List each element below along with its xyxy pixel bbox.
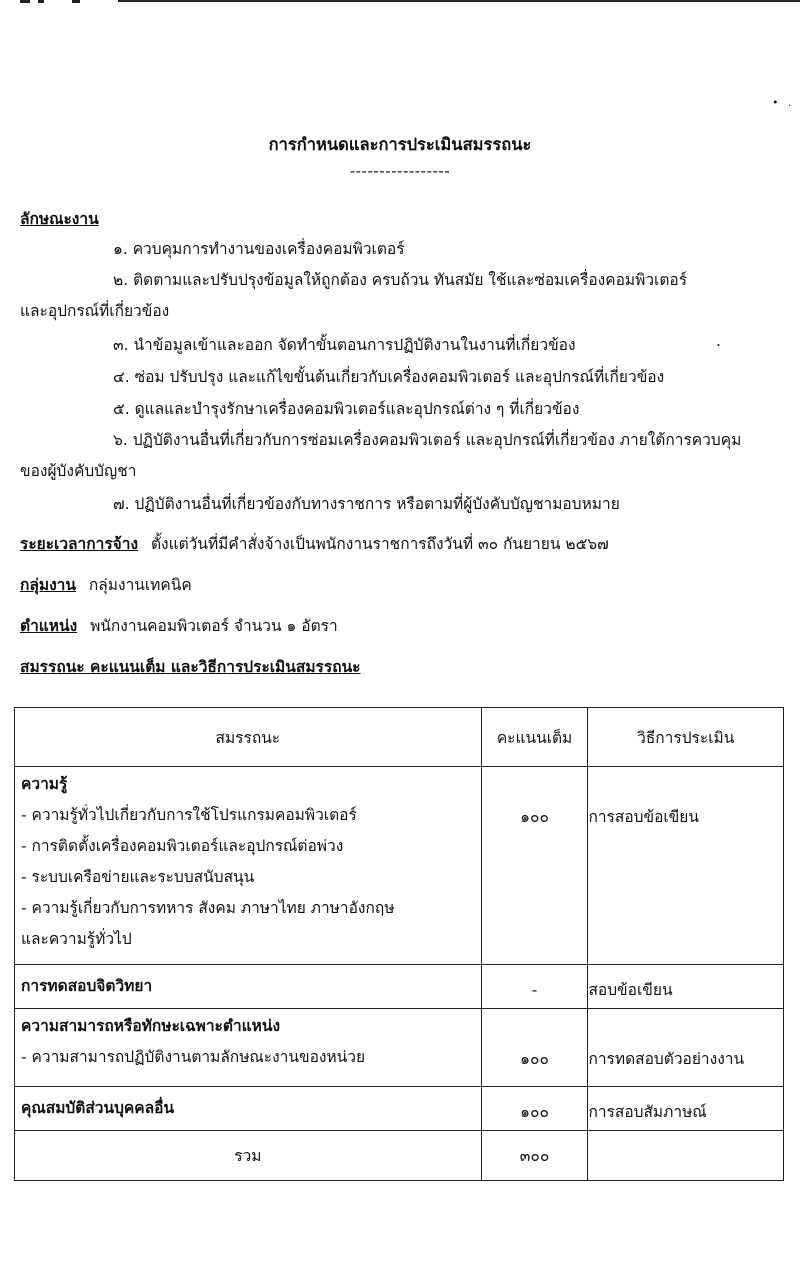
competency-title: คุณสมบัติส่วนบุคคลอื่น: [21, 1099, 175, 1117]
score-value: ๑๐๐: [520, 808, 549, 826]
table-total-row: [15, 1131, 784, 1181]
period-line: [20, 531, 609, 556]
table-row: [15, 1087, 784, 1131]
top-edge-mark: [38, 0, 44, 3]
position-value: พนักงานคอมพิวเตอร์ จำนวน ๑ อัตรา: [90, 617, 338, 635]
job-item: ๗. ปฏิบัติงานอื่นที่เกี่ยวข้องกับทางราชการ หรือตามที่ผู้บังคับบัญชามอบหมาย: [113, 495, 620, 513]
competency-detail: - ความสามารถปฏิบัติงานตามลักษณะงานของหน่วย: [21, 1048, 366, 1066]
method-cell: [588, 1087, 784, 1131]
table-row: [15, 767, 784, 965]
competency-detail: และความรู้ทั่วไป: [21, 930, 132, 948]
job-item: ๔. ซ่อม ปรับปรุง และแก้ไขขั้นต้นเกี่ยวกับเครื่องคอมพิวเตอร์ และอุปกรณ์ที่เกี่ยวข้อง: [113, 368, 665, 386]
corner-mark: • .: [772, 96, 795, 109]
competency-detail: - ความรู้เกี่ยวกับการทหาร สังคม ภาษาไทย ภาษาอังกฤษ: [21, 899, 395, 917]
total-score: ๓๐๐: [481, 1131, 588, 1181]
method-cell: [588, 767, 784, 965]
group-label: กลุ่มงาน: [20, 576, 76, 594]
table-header-row: [15, 708, 784, 767]
competency-detail: - ระบบเครือข่ายและระบบสนับสนุน: [21, 868, 255, 886]
method-value: การทดสอบตัวอย่างงาน: [588, 1050, 745, 1068]
table-row: [15, 965, 784, 1009]
stray-dot: .: [716, 332, 721, 350]
job-item: ๒. ติดตามและปรับปรุงข้อมูลให้ถูกต้อง ครบถ้วน ทันสมัย ใช้และซ่อมเครื่องคอมพิวเตอร์: [113, 271, 688, 289]
job-item: ๓. นำข้อมูลเข้าและออก จัดทำขั้นตอนการปฏิบัติงานในงานที่เกี่ยวข้อง: [113, 336, 576, 354]
score-value: -: [531, 981, 538, 999]
job-item: ๕. ดูแลและบำรุงรักษาเครื่องคอมพิวเตอร์และอุปกรณ์ต่าง ๆ ที่เกี่ยวข้อง: [113, 400, 580, 418]
top-edge-mark: [20, 0, 30, 3]
page-title: การกำหนดและการประเมินสมรรถนะ: [268, 135, 532, 154]
job-item-continued: และอุปกรณ์ที่เกี่ยวข้อง: [20, 302, 170, 320]
method-value: การสอบสัมภาษณ์: [588, 1103, 707, 1121]
competency-detail: - การติดตั้งเครื่องคอมพิวเตอร์และอุปกรณ์ต่อพ่วง: [21, 837, 344, 855]
total-label: รวม: [15, 1131, 482, 1181]
score-value: ๑๐๐: [520, 1103, 549, 1121]
method-cell: [588, 965, 784, 1009]
group-line: [20, 572, 192, 597]
competency-cell: [15, 1009, 482, 1087]
score-cell: [481, 1009, 588, 1087]
competency-heading: สมรรถนะ คะแนนเต็ม และวิธีการประเมินสมรรถนะ: [20, 658, 361, 676]
competency-title: ความรู้: [21, 775, 68, 793]
job-heading: ลักษณะงาน: [20, 210, 99, 228]
job-item: ๑. ควบคุมการทำงานของเครื่องคอมพิวเตอร์: [113, 240, 405, 258]
header-competency: สมรรถนะ: [15, 708, 482, 767]
competency-cell: [15, 767, 482, 965]
job-item-continued: ของผู้บังคับบัญชา: [20, 462, 137, 480]
score-cell: [481, 1087, 588, 1131]
position-line: [20, 613, 338, 638]
total-method-empty: [588, 1131, 784, 1181]
header-method: วิธีการประเมิน: [588, 708, 784, 767]
top-edge-mark: [72, 0, 80, 3]
title-rule: -----------------: [349, 162, 451, 180]
period-value: ตั้งแต่วันที่มีคำสั่งจ้างเป็นพนักงานราชการถึงวันที่ ๓๐ กันยายน ๒๕๖๗: [150, 535, 609, 553]
score-cell: [481, 767, 588, 965]
competency-title: การทดสอบจิตวิทยา: [21, 977, 153, 995]
top-edge-rule: [118, 0, 800, 2]
competency-table: [14, 707, 784, 1181]
method-cell: [588, 1009, 784, 1087]
header-full-score: คะแนนเต็ม: [481, 708, 588, 767]
score-cell: [481, 965, 588, 1009]
competency-cell: [15, 1087, 482, 1131]
job-item: ๖. ปฏิบัติงานอื่นที่เกี่ยวกับการซ่อมเครื่องคอมพิวเตอร์ และอุปกรณ์ที่เกี่ยวข้อง ภายใต้การควบคุม: [113, 431, 742, 449]
competency-cell: [15, 965, 482, 1009]
competency-title: ความสามารถหรือทักษะเฉพาะตำแหน่ง: [21, 1017, 281, 1035]
method-value: การสอบข้อเขียน: [588, 808, 699, 826]
score-value: ๑๐๐: [520, 1050, 549, 1068]
competency-detail: - ความรู้ทั่วไปเกี่ยวกับการใช้โปรแกรมคอมพิวเตอร์: [21, 806, 357, 824]
method-value: สอบข้อเขียน: [588, 981, 673, 999]
period-label: ระยะเวลาการจ้าง: [20, 535, 139, 553]
group-value: กลุ่มงานเทคนิค: [88, 576, 192, 594]
position-label: ตำแหน่ง: [20, 617, 78, 635]
table-row: [15, 1009, 784, 1087]
